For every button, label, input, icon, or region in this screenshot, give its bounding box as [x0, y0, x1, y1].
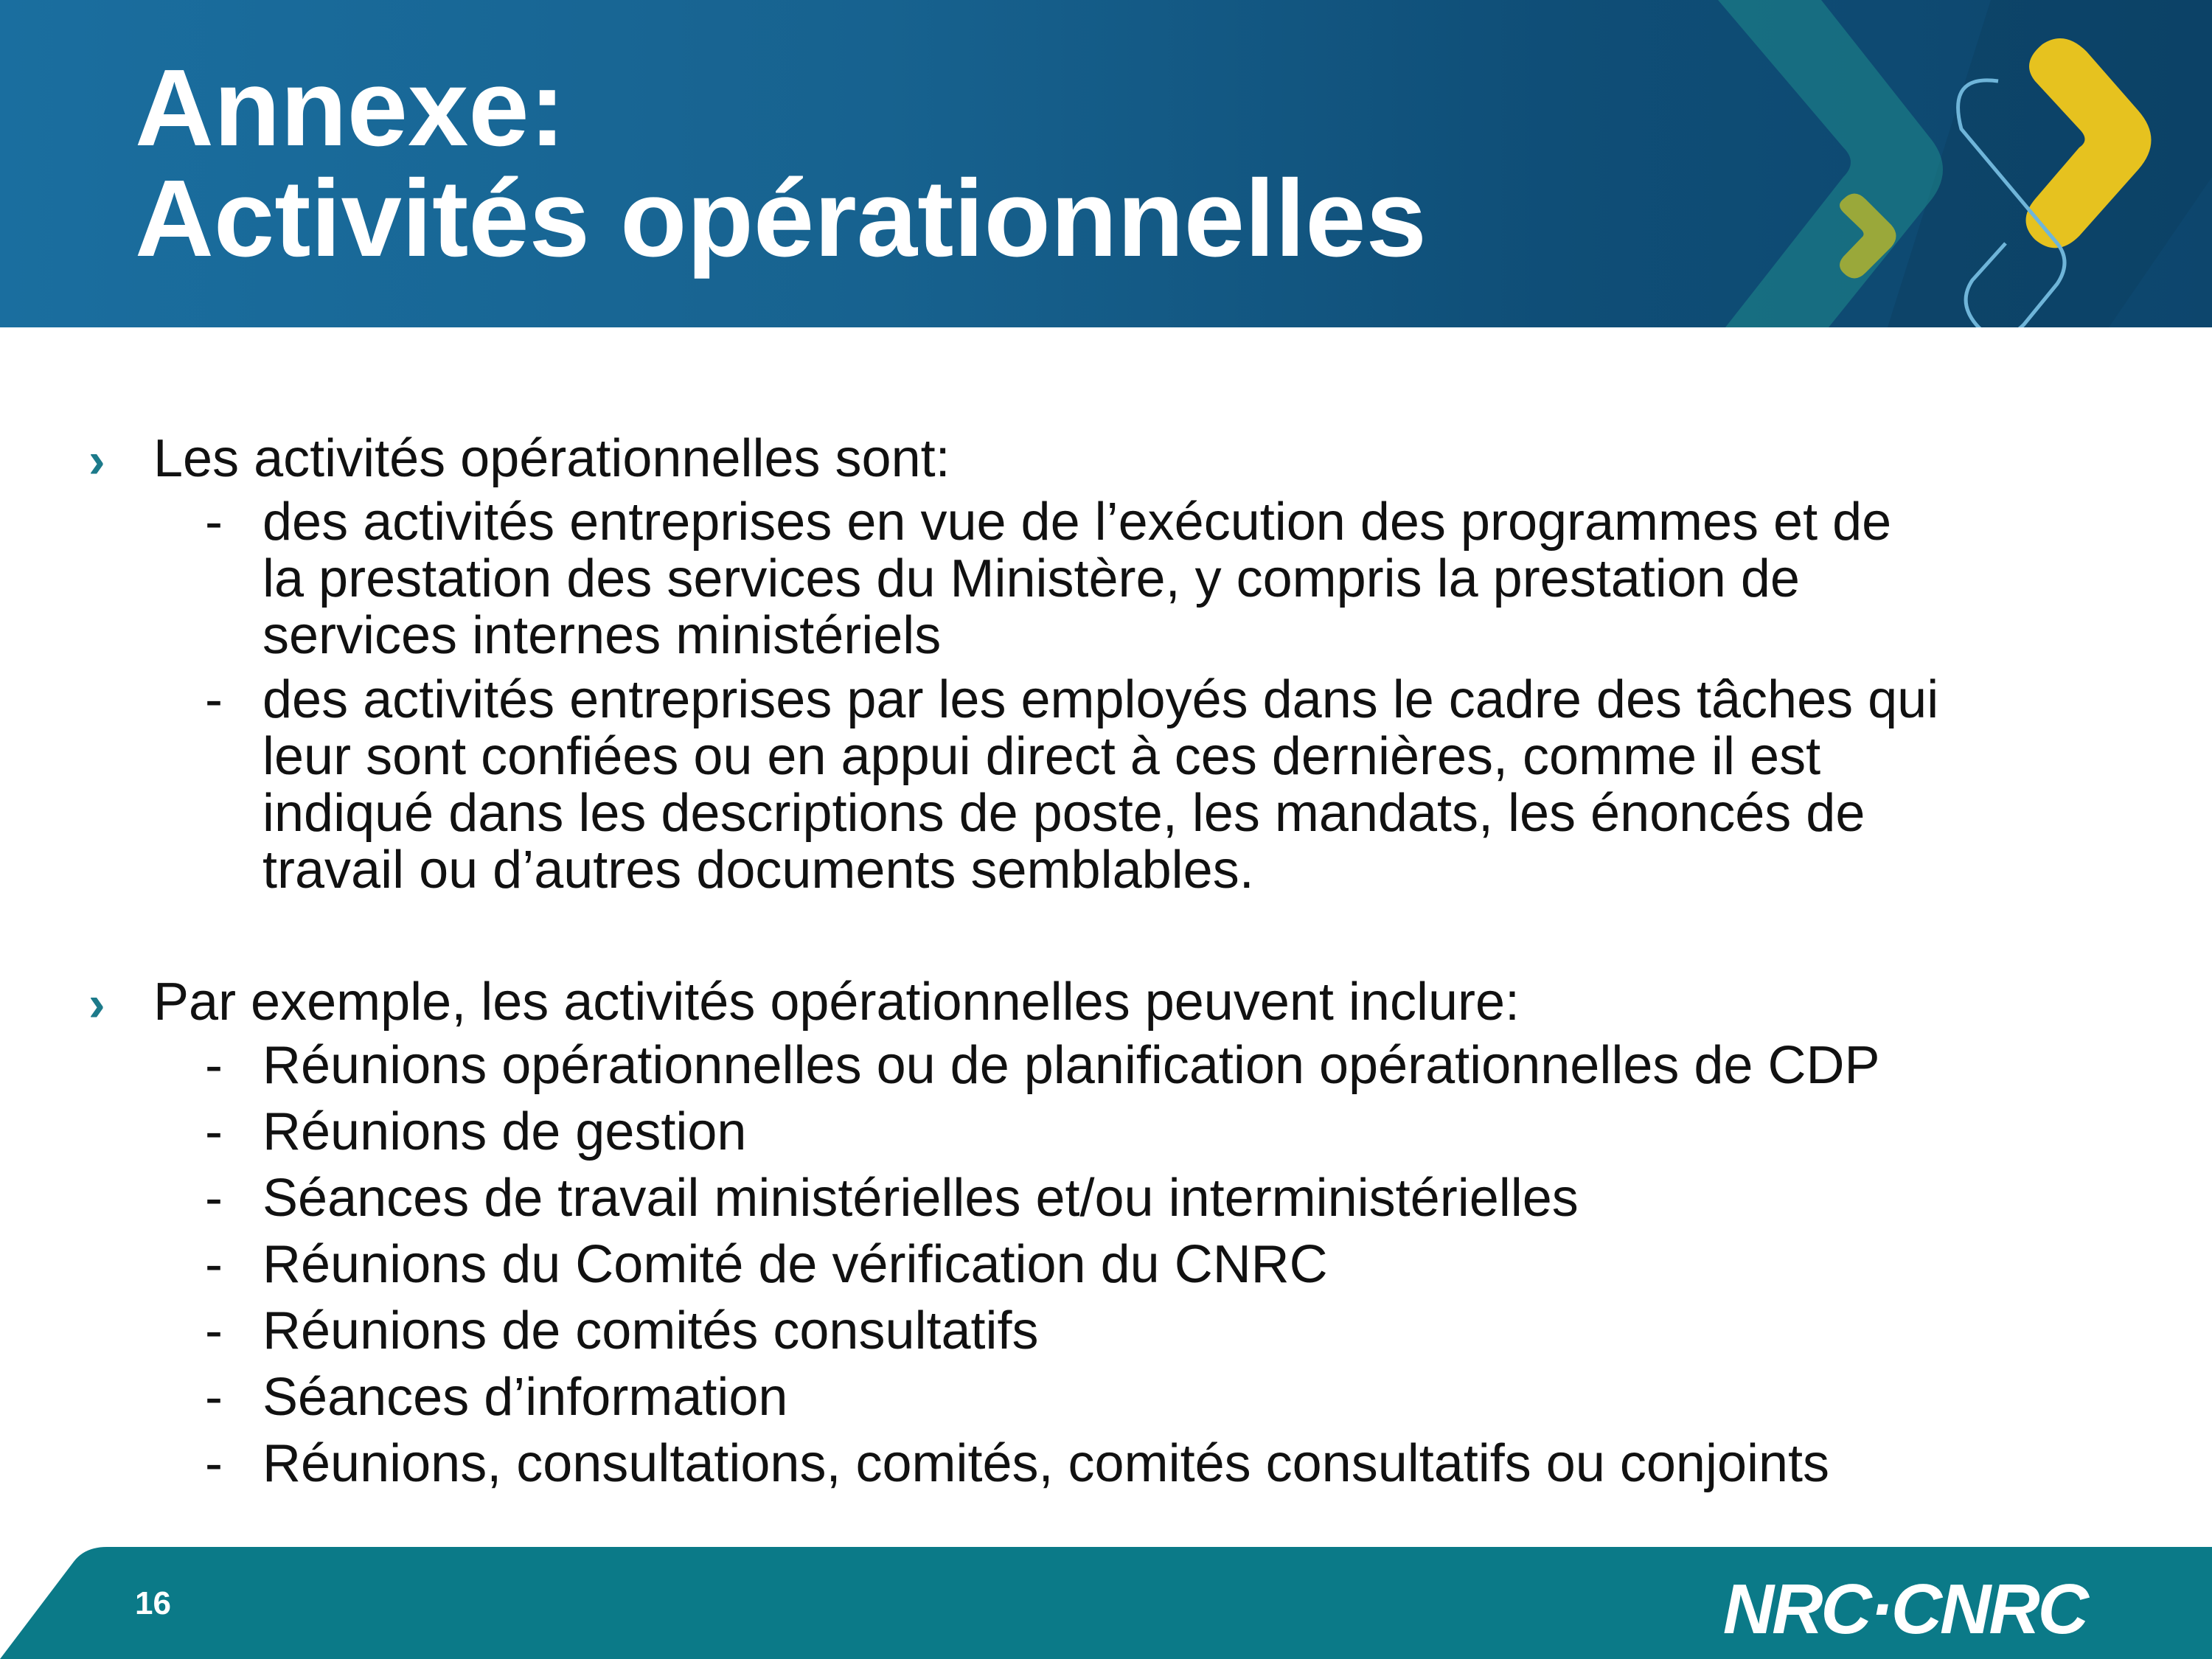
list-item [88, 494, 2146, 664]
list-item-line: la prestation des services du Ministère, y compris la prestation de [262, 549, 1800, 608]
chevron-bullet-icon: › [88, 975, 105, 1032]
bullet-text: Par exemple, les activités opérationnelles peuvent inclure: [153, 973, 1520, 1032]
list-item [88, 1104, 2146, 1161]
list-item [88, 672, 2146, 899]
list-item [88, 1237, 2146, 1293]
dash-bullet: - [205, 1434, 223, 1493]
list-item-line: Réunions de comités consultatifs [262, 1301, 1039, 1360]
list-item-line: Réunions, consultations, comités, comités consultatifs ou conjoints [262, 1434, 1830, 1493]
page-number: 16 [135, 1585, 171, 1621]
header-banner [0, 0, 2212, 327]
dash-bullet: - [205, 1169, 223, 1228]
bullet-operational-activities [88, 429, 2146, 488]
dash-bullet: - [205, 1036, 223, 1095]
dash-bullet: - [205, 1235, 223, 1294]
list-item-line: Réunions opérationnelles ou de planification opérationnelles de CDP [262, 1036, 1880, 1095]
chevron-bullet-icon: › [88, 432, 105, 488]
title-line-2: Activités opérationnelles [135, 158, 1427, 279]
dash-bullet: - [205, 493, 223, 552]
list-item-line: Séances d’information [262, 1368, 788, 1427]
list-item-line: services internes ministériels [262, 606, 942, 665]
list-item [88, 1170, 2146, 1227]
slide-body [88, 429, 2146, 1492]
list-item-line: indiqué dans les descriptions de poste, les mandats, les énoncés de [262, 784, 1865, 843]
nrc-cnrc-logo: NRC·CNRC [1722, 1570, 2087, 1649]
dash-bullet: - [205, 1301, 223, 1360]
dash-bullet: - [205, 1368, 223, 1427]
slide-title [135, 47, 1427, 279]
bullet-text: Les activités opérationnelles sont: [153, 429, 950, 488]
list-item-line: Réunions de gestion [262, 1102, 747, 1161]
list-item [88, 1037, 2146, 1094]
dash-bullet: - [205, 1102, 223, 1161]
list-item-line: leur sont confiées ou en appui direct à ces dernières, comme il est [262, 727, 1821, 786]
title-line-1: Annexe: [135, 47, 566, 169]
dash-bullet: - [205, 670, 223, 729]
list-item-line: des activités entreprises par les employés dans le cadre des tâches qui [262, 670, 1939, 729]
list-item [88, 1303, 2146, 1360]
list-item-line: Réunions du Comité de vérification du CNRC [262, 1235, 1328, 1294]
list-item [88, 1369, 2146, 1426]
list-item-line: travail ou d’autres documents semblables. [262, 841, 1254, 900]
bullet-examples [88, 973, 2146, 1032]
list-item-line: Séances de travail ministérielles et/ou interministérielles [262, 1169, 1579, 1228]
list-item-line: des activités entreprises en vue de l’exécution des programmes et de [262, 493, 1892, 552]
list-item [88, 1436, 2146, 1492]
